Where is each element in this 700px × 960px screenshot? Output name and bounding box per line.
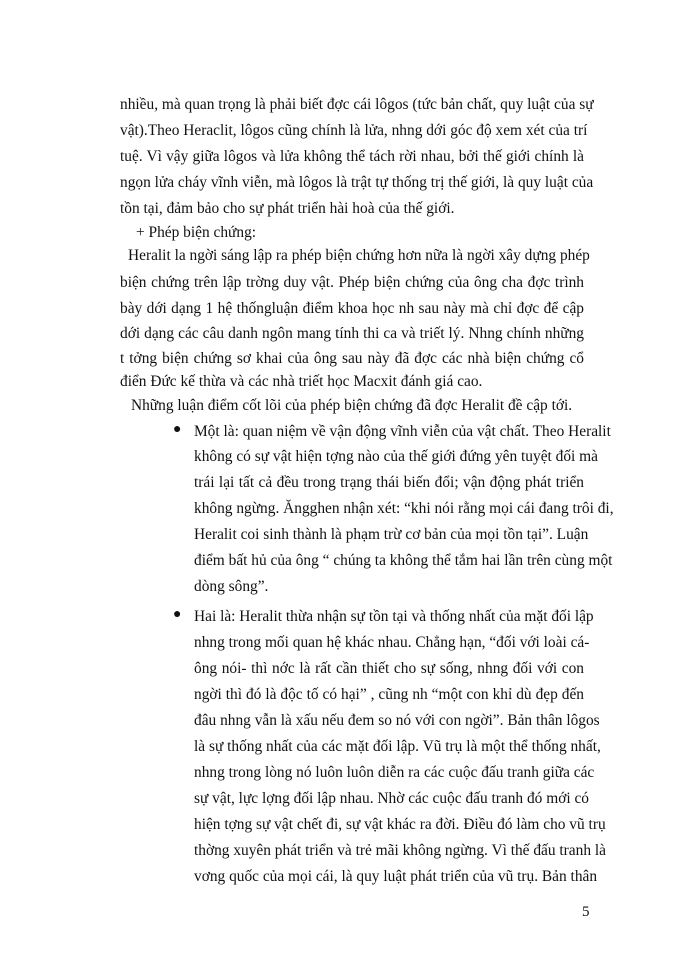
bullet-line: dòng sông”. xyxy=(194,578,269,595)
paragraph-line: Heralit la ngời sáng lập ra phép biện chứng hơn nữa là ngời xây dựng phép xyxy=(128,247,590,264)
bullet-line: nhng trong mối quan hệ khác nhau. Chẳng hạn, “đối với loài cá- xyxy=(194,634,590,651)
paragraph-line: dới dạng các câu danh ngôn mang tính thi ca và triết lý. Nhng chính những xyxy=(120,325,584,342)
paragraph-line: điển Đức kế thừa và các nhà triết học Macxit đánh giá cao. xyxy=(120,373,483,390)
bullet-line: không ngừng. Ăngghen nhận xét: “khi nói rằng mọi cái đang trôi đi, xyxy=(194,500,614,517)
bullet-line: nhng trong lòng nó luôn luôn diễn ra các cuộc đấu tranh giữa các xyxy=(194,764,595,781)
bullet-line: hiện tợng sự vật chết đi, sự vật khác ra đời. Điều đó làm cho vũ trụ xyxy=(194,816,606,833)
bullet-icon: ● xyxy=(173,422,182,437)
paragraph-line: t tởng biện chứng sơ khai của ông sau này đã đợc các nhà biện chứng cổ xyxy=(120,350,584,367)
bullet-line: ngời thì đó là độc tố có hại” , cũng nh “một con khỉ dù đẹp đến xyxy=(194,686,584,703)
bullet-line: đâu nhng vẫn là xấu nếu đem so nó với con ngời”. Bản thân lôgos xyxy=(194,712,600,729)
bullet-line: Heralit coi sinh thành là phạm trừ cơ bản của mọi tồn tại”. Luận xyxy=(194,526,589,543)
paragraph-line: tuệ. Vì vậy giữa lôgos và lửa không thể tách rời nhau, bởi thế giới chính là xyxy=(120,148,584,165)
bullet-icon: ● xyxy=(173,607,182,622)
bullet-line: Hai là: Heralit thừa nhận sự tồn tại và thống nhất của mặt đối lập xyxy=(194,608,594,625)
bullet-line: vơng quốc của mọi cái, là quy luật phát triển của vũ trụ. Bản thân xyxy=(194,868,598,885)
paragraph-line: nhiều, mà quan trọng là phải biết đợc cái lôgos (tức bản chất, quy luật của sự xyxy=(120,96,594,113)
section-heading: + Phép biện chứng: xyxy=(136,224,257,241)
paragraph-line: vật).Theo Heraclit, lôgos cũng chính là lửa, nhng dới góc độ xem xét của trí xyxy=(120,122,588,139)
bullet-line: sự vật, lực lợng đối lập nhau. Nhờ các cuộc đấu tranh đó mới có xyxy=(194,790,589,807)
paragraph-line: tồn tại, đảm bảo cho sự phát triển hài hoà của thế giới. xyxy=(120,200,455,217)
paragraph-line: ngọn lửa cháy vĩnh viễn, mà lôgos là trật tự thống trị thế giới, là quy luật của xyxy=(120,174,594,191)
bullet-line: thờng xuyên phát triển và trẻ mãi không ngừng. Vì thế đấu tranh là xyxy=(194,842,606,859)
intro-line: Những luận điểm cốt lõi của phép biện chứng đã đợc Heralit đề cập tới. xyxy=(131,397,573,414)
bullet-line: trái lại tất cả đều trong trạng thái biến đổi; vận động phát triển xyxy=(194,474,584,491)
bullet-line: điểm bất hủ của ông “ chúng ta không thể tắm hai lần trên cùng một xyxy=(194,552,613,569)
bullet-line: Một là: quan niệm về vận động vĩnh viễn của vật chất. Theo Heralit xyxy=(194,423,611,440)
bullet-line: ông nói- thì nớc là rất cần thiết cho sự sống, nhng đối với con xyxy=(194,660,584,677)
page-number: 5 xyxy=(582,904,590,920)
paragraph-line: biện chứng trên lập trờng duy vật. Phép biện chứng của ông cha đợc trình xyxy=(120,274,584,291)
paragraph-line: bày dới dạng 1 hệ thốngluận điểm khoa học nh sau này mà chỉ đợc để cập xyxy=(120,300,584,317)
bullet-line: là sự thống nhất của các mặt đối lập. Vũ trụ là một thể thống nhất, xyxy=(194,738,601,755)
bullet-line: không có sự vật hiện tợng nào của thế giới đứng yên tuyệt đối mà xyxy=(194,448,598,465)
